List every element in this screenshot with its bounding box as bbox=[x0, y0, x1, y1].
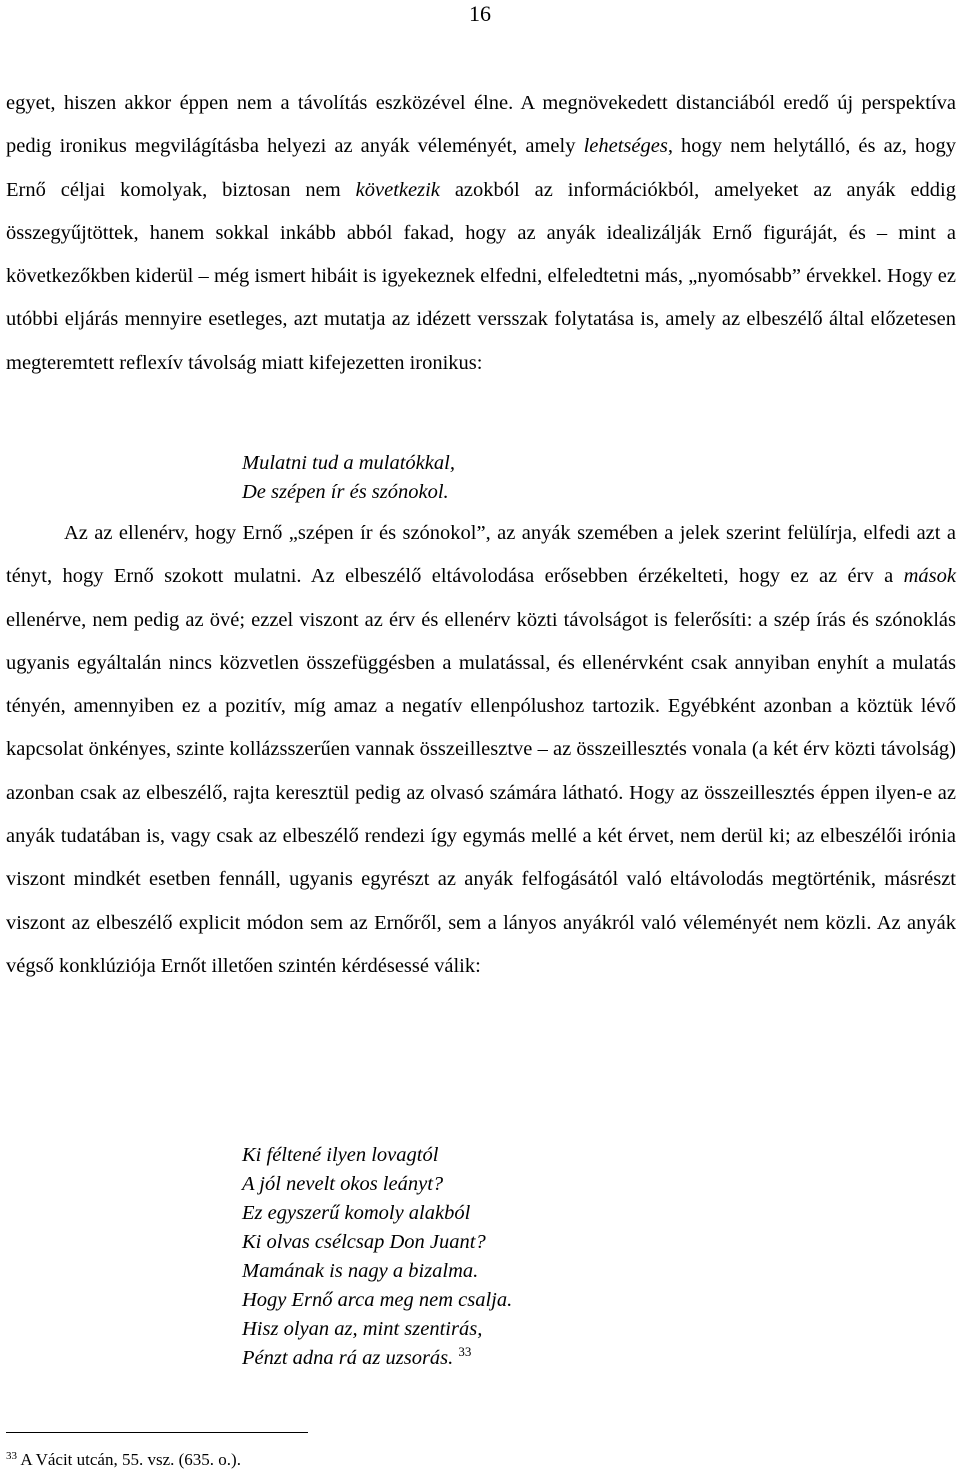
verse-line: Ki olvas csélcsap Don Juant? bbox=[242, 1231, 486, 1253]
footnote-reference[interactable]: 33 bbox=[458, 1344, 472, 1359]
page-number: 16 bbox=[469, 1, 491, 26]
verse-line: Ki féltené ilyen lovagtól bbox=[242, 1144, 439, 1166]
verse-line-last bbox=[242, 1344, 512, 1373]
p2-text-2: ellenérve, nem pedig az övé; ezzel viszont az érv és ellenérv közti távolságot is felerősíti: a szép írás és szónoklás ugyanis egyáltalán nincs közvetlen összefüggésben a mulatással, és ellenérvként csak annyiban enyhít a mulatás tényén, amennyiben ez a pozitív, míg amaz a negatív ellenpólushoz tartozik. Egyébként azonban a köztük lévő kapcsolat önkényes, szinte kollázsszerűen vannak összeillesztve – az összeillesztés vonala (a két érv közti távolság) azonban csak az elbeszélő, rajta keresztül pedig az olvasó számára látható. Hogy az összeillesztés éppen ilyen-e az anyák tudatában is, vagy csak az elbeszélő rendezi így egymás mellé a két érvet, nem derül ki; az elbeszélői irónia viszont mindkét esetben fennáll, ugyanis egyrészt az anyák felfogásától való eltávolodás megtörténik, másrészt viszont az elbeszélő explicit módon sem az Ernőről, sem a lányos anyákról való véleményét nem közli. Az anyák végső konklúziója Ernőt illetően szintén kérdésessé válik: bbox=[6, 608, 956, 977]
verse-line: Ez egyszerű komoly alakból bbox=[242, 1202, 471, 1224]
verse-line: Hisz olyan az, mint szentirás, bbox=[242, 1318, 483, 1340]
p1-italic-1: lehetséges bbox=[583, 135, 668, 158]
verse-line: Mulatni tud a mulatókkal, bbox=[242, 452, 455, 474]
p1-text-1: egyet, hiszen akkor éppen nem a távolítás eszközével élne. A megnövekedett distanciából eredő új perspektíva pedig ironikus megvilágításba helyezi az anyák véleményét, amely bbox=[6, 92, 956, 158]
footnote-number: 33 bbox=[6, 1450, 17, 1462]
p1-text-2: , hogy nem helytálló, és az, hogy Ernő céljai komolyak, biztosan nem bbox=[6, 135, 956, 201]
p1-italic-2: következik bbox=[355, 178, 440, 201]
verse-line-text: Pénzt adna rá az uzsorás. bbox=[242, 1347, 454, 1369]
verse-line: Mamának is nagy a bizalma. bbox=[242, 1260, 479, 1282]
p2-text-1: Az az ellenérv, hogy Ernő „szépen ír és szónokol”, az anyák szemében a jelek szerint felülírja, elfedi azt a tényt, hogy Ernő szokott mulatni. Az elbeszélő eltávolodása erősebben érzékelteti, hogy ez az érv a bbox=[6, 522, 956, 588]
footnote-separator bbox=[6, 1432, 308, 1433]
body-paragraph-1 bbox=[6, 82, 956, 385]
p2-italic-1: mások bbox=[903, 565, 956, 588]
footnote bbox=[6, 1447, 241, 1473]
footnote-text: A Vácit utcán, 55. vsz. (635. o.). bbox=[20, 1450, 241, 1469]
verse-quote-2 bbox=[242, 1141, 512, 1373]
body-paragraph-2 bbox=[6, 512, 956, 988]
verse-line: A jól nevelt okos leányt? bbox=[242, 1173, 444, 1195]
verse-quote-1 bbox=[242, 449, 455, 507]
p1-text-3: azokból az információkból, amelyeket az anyák eddig összegyűjtöttek, hanem sokkal inkább abból fakad, hogy az anyák idealizálják Ernő figuráját, és – mint a következőkben kiderül – még ismert hibáit is igyekeznek elfedni, elfeledtetni más, „nyomósabb” érvekkel. Hogy ez utóbbi eljárás mennyire esetleges, azt mutatja az idézett versszak folytatása is, amely az elbeszélő által előzetesen megteremtett reflexív távolság miatt kifejezetten ironikus: bbox=[6, 178, 956, 374]
verse-line: Hogy Ernő arca meg nem csalja. bbox=[242, 1289, 513, 1311]
verse-line: De szépen ír és szónokol. bbox=[242, 481, 449, 503]
